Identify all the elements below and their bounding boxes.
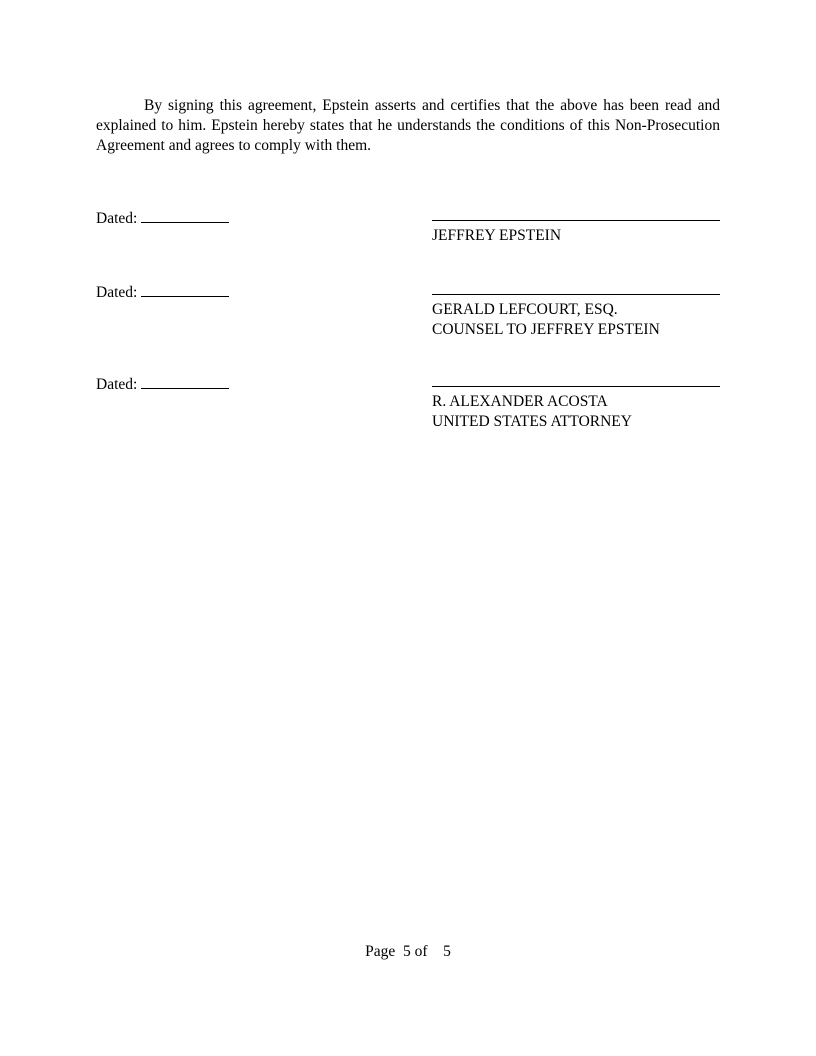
dated-blank-line <box>141 374 229 389</box>
signatory-title: COUNSEL TO JEFFREY EPSTEIN <box>432 321 660 338</box>
dated-label: Dated: <box>96 284 138 301</box>
agreement-paragraph: By signing this agreement, Epstein asserts and certifies that the above has been read and explained to him. Epstein hereby states that he understands the conditions of this Non-Prosecution Agreement and agrees to comply with them. <box>96 97 720 154</box>
signature-block-acosta <box>96 374 720 434</box>
signature-block-lefcourt <box>96 282 720 342</box>
signatory-name: GERALD LEFCOURT, ESQ. <box>432 301 618 318</box>
dated-field <box>96 374 229 395</box>
dated-blank-line <box>141 282 229 297</box>
signature-block-epstein <box>96 208 720 268</box>
page-number-footer: Page 5 of 5 <box>365 943 451 960</box>
signature-line <box>432 220 720 221</box>
signature-line <box>432 386 720 387</box>
signatory-name: R. ALEXANDER ACOSTA <box>432 393 608 410</box>
dated-blank-line <box>141 208 229 223</box>
signatory-title: UNITED STATES ATTORNEY <box>432 413 632 430</box>
dated-label: Dated: <box>96 376 138 393</box>
dated-field <box>96 282 229 303</box>
dated-label: Dated: <box>96 210 138 227</box>
signature-line <box>432 294 720 295</box>
signatory-name: JEFFREY EPSTEIN <box>432 227 562 244</box>
dated-field <box>96 208 229 229</box>
